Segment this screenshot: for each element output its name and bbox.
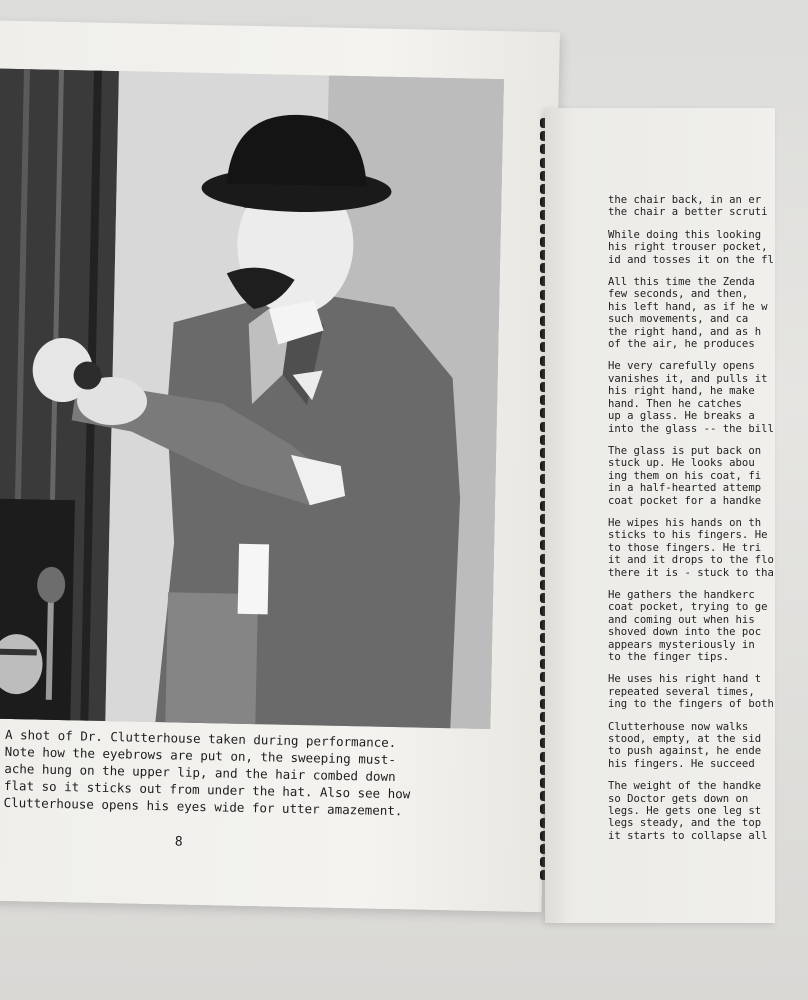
text-line: such movements, and ca [608,313,749,326]
paragraph [608,673,808,710]
text-line: there it is - stuck to tha [608,566,774,579]
text-line: into the glass -- the bill [608,422,774,435]
text-line: to push against, he ende [608,745,762,758]
right-page [545,108,775,923]
photo-caption [3,726,475,821]
text-line: stood, empty, at the sid [608,733,762,746]
text-line: He uses his right hand t [608,673,762,686]
text-line: He wipes his hands on th [608,516,762,529]
text-line: id and tosses it on the fl [608,253,774,266]
text-line: He gathers the handkerc [608,588,755,601]
text-line: ing them on his coat, fi [608,469,762,482]
text-line: He very carefully opens [608,360,755,373]
text-line: hand. Then he catches [608,397,742,410]
paragraph [608,780,808,842]
paragraph [608,229,808,266]
caption-line: ache hung on the upper lip, and the hair combed down [4,760,396,785]
text-line: The glass is put back on [608,444,762,457]
text-line: coat pocket, trying to ge [608,601,768,614]
paragraph [608,517,808,579]
text-line: vanishes it, and pulls it [608,372,768,385]
photo-clown-performer-icon [0,69,504,729]
paragraph [608,276,808,350]
text-line: the chair back, in an er [608,194,762,206]
text-line: legs. He gets one leg st [608,805,762,818]
text-line: the chair a better scruti [608,206,768,219]
text-line: up a glass. He breaks a [608,410,755,423]
left-page [0,20,560,912]
text-line: stuck up. He looks abou [608,457,755,470]
text-line: While doing this looking [608,228,762,241]
text-line: ing to the fingers of both [608,698,774,711]
paragraph [608,445,808,507]
text-line: coat pocket for a handke [608,494,762,507]
caption-line: A shot of Dr. Clutterhouse taken during performance. [4,726,397,751]
text-line: shoved down into the poc [608,626,762,639]
text-line: All this time the Zenda [608,276,755,289]
caption-line: Clutterhouse opens his eyes wide for utter amazement. [3,794,403,819]
text-line: sticks to his fingers. He [608,529,768,542]
text-line: his right trouser pocket, [608,241,768,254]
paragraph [608,721,808,771]
text-line: it and it drops to the flo [608,554,774,567]
text-line: repeated several times, [608,685,755,698]
paragraph [608,360,808,434]
text-line: to the finger tips. [608,651,730,663]
text-line: in a half-hearted attemp [608,482,762,495]
text-line: legs steady, and the top [608,817,762,830]
text-line: his right hand, he make [608,385,755,398]
text-line: the right hand, and as h [608,325,762,338]
right-page-text [608,194,808,852]
text-line: The weight of the handke [608,780,762,793]
text-line: so Doctor gets down on [608,792,749,805]
text-line: his left hand, as if he w [608,300,768,313]
text-line: his fingers. He succeed [608,757,755,770]
performer-photo [0,69,504,729]
paragraph [608,589,808,663]
text-line: few seconds, and then, [608,288,749,301]
text-line: appears mysteriously in [608,638,755,651]
text-line: of the air, he produces [608,338,755,351]
text-line: to those fingers. He tri [608,541,762,554]
page-number: 8 [174,834,183,850]
caption-line: Note how the eyebrows are put on, the sweeping must- [4,743,397,768]
text-line: and coming out when his [608,613,755,626]
paragraph [608,194,808,219]
text-line: Clutterhouse now walks [608,720,749,733]
text-line: it starts to collapse all [608,829,768,842]
caption-line: flat so it sticks out from under the hat. Also see how [3,777,411,802]
